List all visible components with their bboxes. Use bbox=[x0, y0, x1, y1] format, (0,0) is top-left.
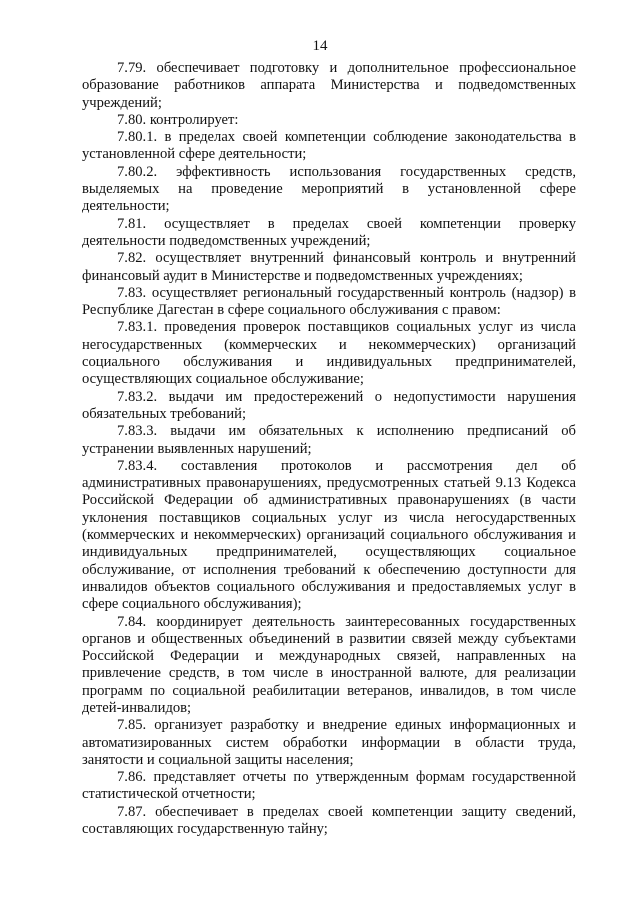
paragraph-7-83-3: 7.83.3. выдачи им обязательных к исполнению предписаний об устранении выявленных нарушений; bbox=[82, 423, 576, 457]
paragraph-7-82: 7.82. осуществляет внутренний финансовый контроль и внутренний финансовый аудит в Министерстве и подведомственных учреждениях; bbox=[82, 250, 576, 284]
paragraph-7-79: 7.79. обеспечивает подготовку и дополнительное профессиональное образование работников аппарата Министерства и подведомственных учреждений; bbox=[82, 60, 576, 111]
paragraph-7-83: 7.83. осуществляет региональный государственный контроль (надзор) в Республике Дагестан в сфере социального обслуживания с правом: bbox=[82, 284, 576, 319]
paragraph-7-86: 7.86. представляет отчеты по утвержденным формам государственной статистической отчетности; bbox=[82, 769, 576, 803]
paragraph-7-80-2: 7.80.2. эффективность использования государственных средств, выделяемых на проведение мероприятий в установленной сфере деятельности; bbox=[82, 163, 576, 215]
paragraph-7-87: 7.87. обеспечивает в пределах своей компетенции защиту сведений, составляющих государственную тайну; bbox=[82, 803, 576, 838]
paragraph-7-83-4: 7.83.4. составления протоколов и рассмотрения дел об административных правонарушениях, предусмотренных статьей 9.13 Кодекса Российской Федерации об административных правонарушениях (в части уклонения поставщиков социальных услуг из числа негосударственных (коммерческих и некоммерческих) организаций социального обслуживания и индивидуальных предпринимателей, осуществляющих социальное обслуживание, от исполнения требований к обеспечению доступности для инвалидов объектов социального обслуживания и предоставляемых услуг в сфере социального обслуживания); bbox=[82, 457, 576, 613]
paragraph-7-84: 7.84. координирует деятельность заинтересованных государственных органов и общественных объединений в развитии связей между субъектами Российской Федерации и международных связей, направленных на привлечение средств, в том числе в иностранной валюте, для реализации программ по социальной реабилитации ветеранов, инвалидов, в том числе детей-инвалидов; bbox=[82, 613, 576, 716]
page-body bbox=[82, 60, 576, 838]
paragraph-7-83-1: 7.83.1. проведения проверок поставщиков социальных услуг из числа негосударственных (коммерческих и некоммерческих) организаций социального обслуживания и индивидуальных предпринимателей, осуществляющих социальное обслуживание; bbox=[82, 319, 576, 388]
paragraph-7-80-1: 7.80.1. в пределах своей компетенции соблюдение законодательства в установленной сфере деятельности; bbox=[82, 129, 576, 163]
paragraph-7-85: 7.85. организует разработку и внедрение единых информационных и автоматизированных систем обработки информации в области труда, занятости и социальной защиты населения; bbox=[82, 717, 576, 768]
paragraph-7-80: 7.80. контролирует: bbox=[117, 111, 239, 128]
page-number: 14 bbox=[312, 38, 328, 54]
paragraph-7-83-2: 7.83.2. выдачи им предостережений о недопустимости нарушения обязательных требований; bbox=[82, 388, 576, 422]
paragraph-7-81: 7.81. осуществляет в пределах своей компетенции проверку деятельности подведомственных учреждений; bbox=[82, 215, 576, 249]
